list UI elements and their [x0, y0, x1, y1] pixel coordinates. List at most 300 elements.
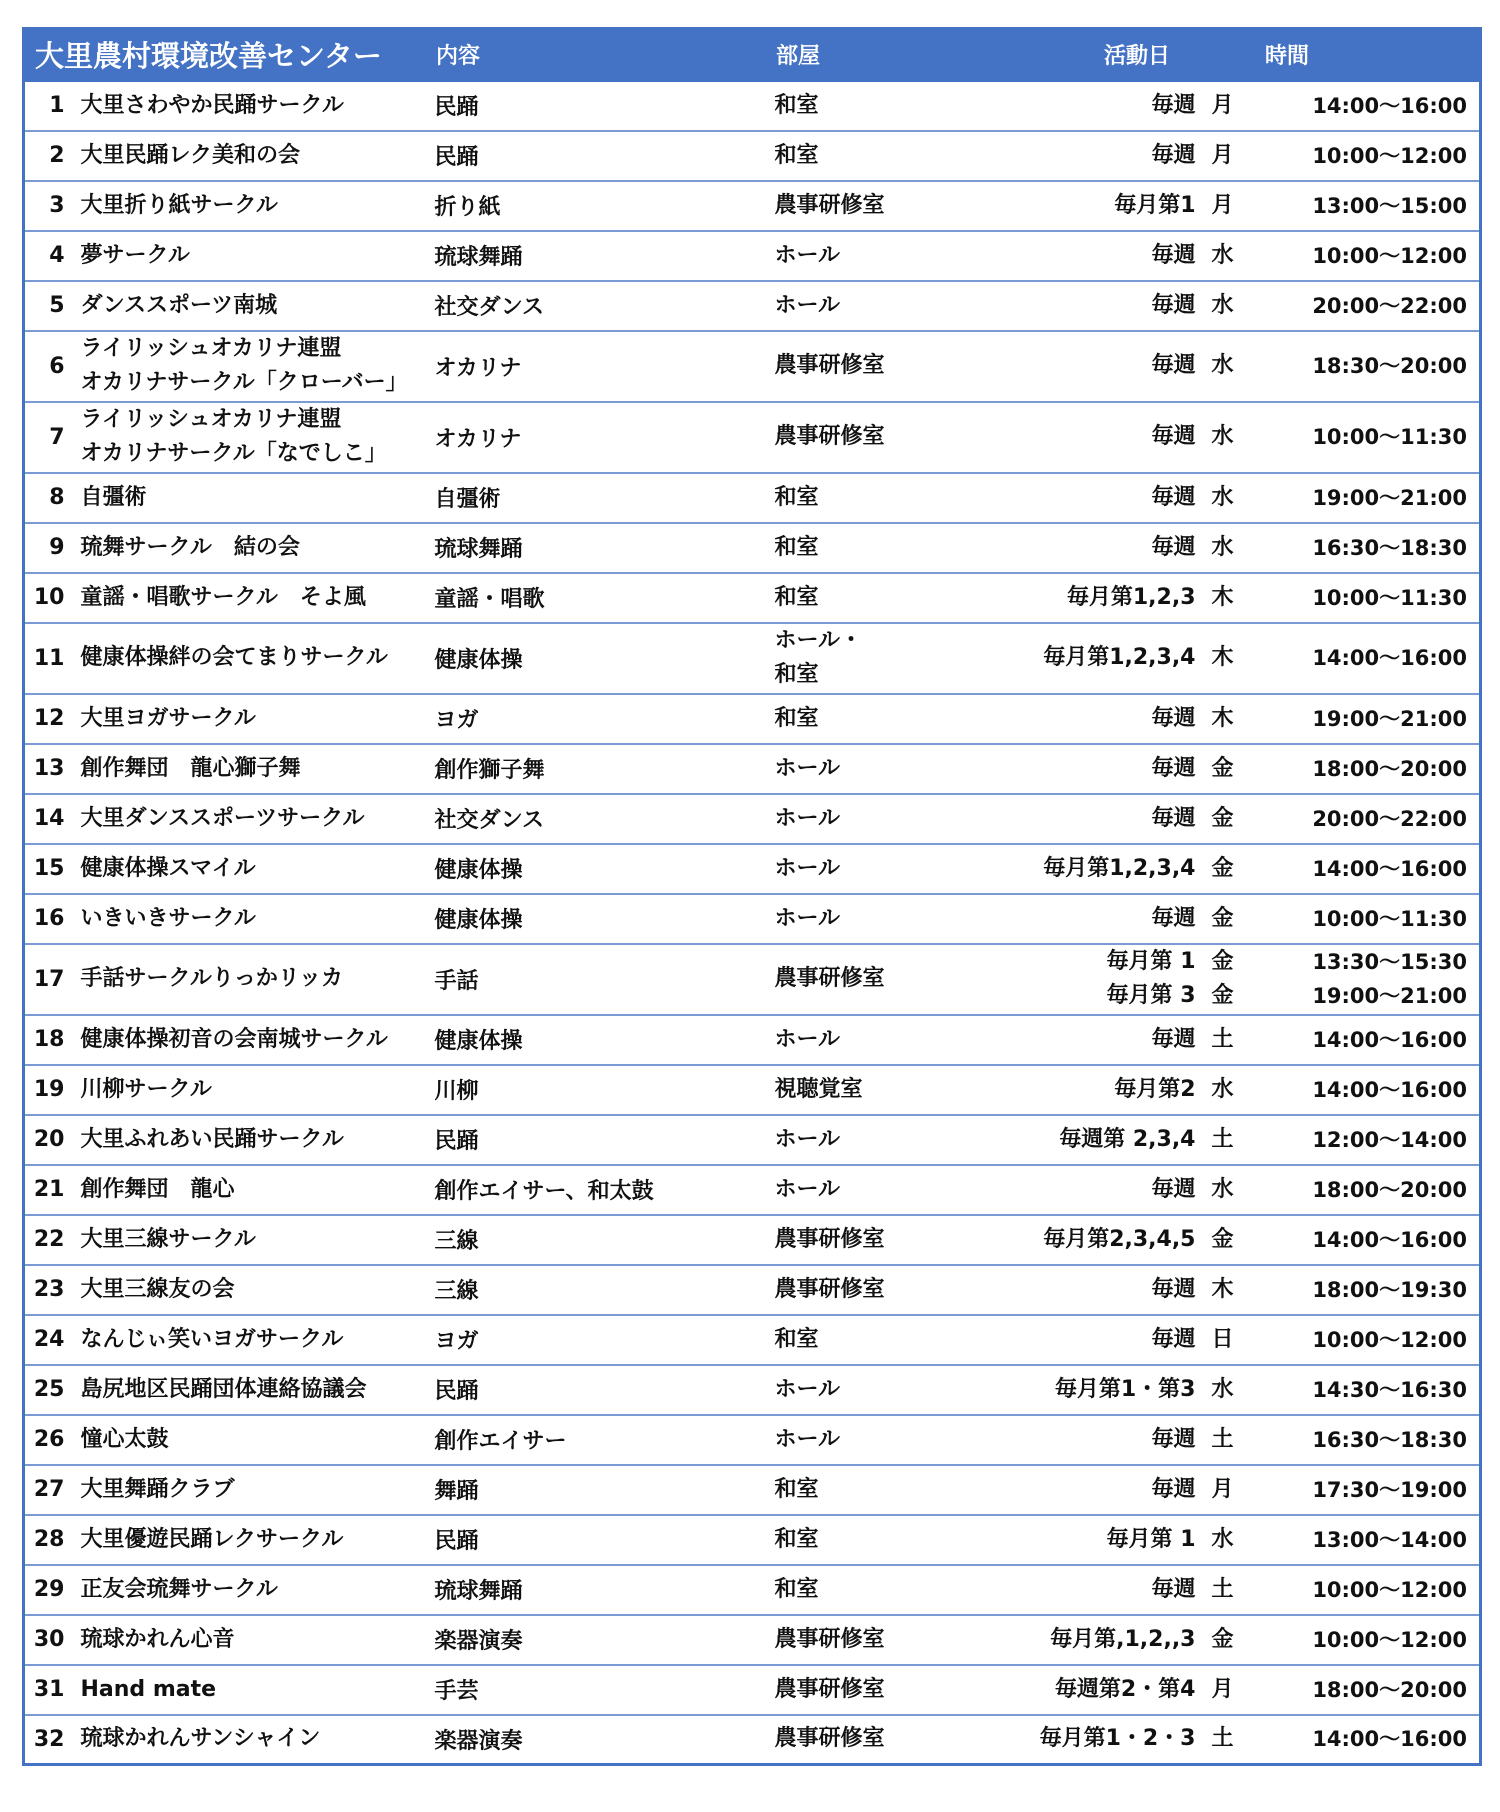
- activity-time: [1244, 894, 1481, 944]
- weekday: [1202, 744, 1244, 794]
- weekday: [1202, 623, 1244, 694]
- weekday-line: 水: [1211, 1076, 1234, 1102]
- weekday-line: 木: [1211, 645, 1234, 670]
- table-row: [24, 1015, 1481, 1065]
- weekday: [1202, 794, 1244, 844]
- activity-time-line: 10:00～12:00: [1312, 143, 1468, 168]
- weekday: [1202, 573, 1244, 623]
- activity-days-line: 毎週: [1151, 142, 1196, 168]
- group-name: [79, 473, 427, 523]
- room-name-line: ホール: [774, 1176, 841, 1202]
- room-name: [767, 1115, 917, 1165]
- group-name-line: 大里優遊民踊レクサークル: [80, 1526, 344, 1552]
- weekday: [1202, 1665, 1244, 1715]
- room-name-line: 和室: [774, 1326, 819, 1352]
- activity-content: 琉球舞踊: [427, 231, 767, 281]
- activity-days-line: 毎週: [1151, 292, 1196, 318]
- room-name: [767, 1215, 917, 1265]
- group-name-line: 創作舞団 龍心: [80, 1176, 235, 1202]
- activity-days-line: 毎月第1・第3: [1054, 1376, 1196, 1402]
- group-name: [79, 944, 427, 1015]
- group-name: [79, 1315, 427, 1365]
- weekday-line: 金: [1211, 855, 1234, 881]
- activity-days: [917, 1065, 1202, 1115]
- room-name: [767, 1065, 917, 1115]
- activity-days-line: 毎週第2・第4: [1054, 1676, 1196, 1702]
- room-name: [767, 1615, 917, 1665]
- group-name-line: 大里三線友の会: [80, 1276, 235, 1302]
- activity-days: [917, 894, 1202, 944]
- activity-content: 三線: [427, 1265, 767, 1315]
- room-name: [767, 131, 917, 181]
- room-name-line: ホール: [774, 292, 841, 318]
- schedule-sheet: [22, 27, 1479, 1766]
- activity-content: 健康体操: [427, 623, 767, 694]
- group-name: [79, 744, 427, 794]
- table-row: [24, 231, 1481, 281]
- room-name: [767, 1715, 917, 1765]
- weekday-line: 水: [1211, 1176, 1234, 1202]
- group-name-line: 大里舞踊クラブ: [80, 1476, 235, 1502]
- weekday-line: 金: [1211, 905, 1234, 931]
- weekday-line: 木: [1211, 705, 1234, 731]
- table-row: [24, 944, 1481, 1015]
- activity-time-line: 20:00～22:00: [1312, 806, 1468, 831]
- activity-time: [1244, 131, 1481, 181]
- weekday: [1202, 402, 1244, 473]
- table-row: [24, 1315, 1481, 1365]
- group-name-line: 琉舞サークル 結の会: [80, 534, 300, 560]
- room-name-line: 和室: [774, 584, 819, 610]
- activity-content: ヨガ: [427, 694, 767, 744]
- weekday-line: 月: [1211, 192, 1234, 218]
- activity-time: [1244, 1615, 1481, 1665]
- weekday: [1202, 1315, 1244, 1365]
- activity-time: [1244, 623, 1481, 694]
- activity-content: 民踊: [427, 81, 767, 131]
- table-row: [24, 1265, 1481, 1315]
- group-name: [79, 1515, 427, 1565]
- room-name-line: 農事研修室: [774, 192, 885, 218]
- row-number: 19: [24, 1065, 79, 1115]
- weekday: [1202, 523, 1244, 573]
- table-body: [24, 81, 1481, 1765]
- activity-time-line: 19:00～21:00: [1312, 485, 1468, 510]
- activity-content: 舞踊: [427, 1465, 767, 1515]
- activity-days: [917, 1315, 1202, 1365]
- activity-time-line: 10:00～12:00: [1312, 1627, 1468, 1652]
- room-name: [767, 523, 917, 573]
- table-row: [24, 623, 1481, 694]
- group-name-line: 自彊術: [80, 484, 147, 510]
- activity-time: [1244, 1565, 1481, 1615]
- activity-days: [917, 523, 1202, 573]
- weekday: [1202, 331, 1244, 402]
- weekday: [1202, 1615, 1244, 1665]
- table-row: [24, 473, 1481, 523]
- weekday-line: 土: [1211, 1426, 1234, 1452]
- table-row: [24, 1715, 1481, 1765]
- room-name: [767, 402, 917, 473]
- group-name-line: ライリッシュオカリナ連盟: [80, 407, 342, 432]
- activity-time: [1244, 1115, 1481, 1165]
- row-number: 13: [24, 744, 79, 794]
- activity-time: [1244, 844, 1481, 894]
- weekday: [1202, 1015, 1244, 1065]
- group-name: [79, 694, 427, 744]
- activity-time: [1244, 1465, 1481, 1515]
- room-name: [767, 231, 917, 281]
- activity-content: 三線: [427, 1215, 767, 1265]
- activity-days-line: 毎週: [1151, 353, 1196, 378]
- activity-days-line: 毎月第1: [1114, 192, 1196, 218]
- weekday-line: 金: [1211, 949, 1234, 974]
- activity-time: [1244, 402, 1481, 473]
- activity-days-line: 毎週: [1151, 484, 1196, 510]
- group-name-line: Hand mate: [80, 1676, 217, 1702]
- activity-days-line: 毎週: [1151, 534, 1196, 560]
- activity-content: 健康体操: [427, 1015, 767, 1065]
- activity-time: [1244, 523, 1481, 573]
- activity-days: [917, 1465, 1202, 1515]
- group-name: [79, 181, 427, 231]
- header-facility-title: 大里農村環境改善センター: [24, 29, 427, 81]
- group-name: [79, 402, 427, 473]
- group-name-line: 島尻地区民踊団体連絡協議会: [80, 1376, 367, 1402]
- activity-days: [917, 844, 1202, 894]
- activity-time-line: 14:00～16:00: [1312, 646, 1468, 670]
- room-name: [767, 794, 917, 844]
- group-name: [79, 231, 427, 281]
- room-name-line: 農事研修室: [774, 1726, 885, 1752]
- room-name: [767, 844, 917, 894]
- group-name: [79, 1465, 427, 1515]
- row-number: 3: [24, 181, 79, 231]
- weekday-line: 月: [1211, 92, 1234, 118]
- table-header-row: [24, 29, 1481, 81]
- room-name-line: 農事研修室: [774, 1276, 885, 1302]
- activity-content: 手話: [427, 944, 767, 1015]
- table-row: [24, 573, 1481, 623]
- activity-content: 琉球舞踊: [427, 1565, 767, 1615]
- row-number: 9: [24, 523, 79, 573]
- activity-time-line: 19:00～21:00: [1312, 984, 1468, 1008]
- row-number: 28: [24, 1515, 79, 1565]
- room-name-line: 和室: [774, 92, 819, 118]
- activity-time-line: 18:00～19:30: [1312, 1277, 1468, 1302]
- table-row: [24, 331, 1481, 402]
- weekday-line: 土: [1211, 1126, 1234, 1152]
- activity-time-line: 14:00～16:00: [1312, 1077, 1468, 1102]
- activity-time-line: 13:00～15:00: [1312, 193, 1468, 218]
- activity-days-line: 毎週: [1151, 92, 1196, 118]
- activity-days-line: 毎週: [1151, 1026, 1196, 1052]
- activity-time-line: 13:30～15:30: [1312, 950, 1468, 974]
- table-row: [24, 131, 1481, 181]
- header-content: 内容: [427, 29, 767, 81]
- activity-days: [917, 1715, 1202, 1765]
- weekday: [1202, 1165, 1244, 1215]
- table-row: [24, 694, 1481, 744]
- room-name-line: 農事研修室: [774, 1226, 885, 1252]
- activity-days: [917, 1565, 1202, 1615]
- activity-content: 民踊: [427, 1515, 767, 1565]
- activity-time-line: 16:30～18:30: [1312, 535, 1468, 560]
- room-name: [767, 1015, 917, 1065]
- room-name: [767, 944, 917, 1015]
- weekday: [1202, 944, 1244, 1015]
- room-name-line: 和室: [774, 1476, 819, 1502]
- activity-time: [1244, 794, 1481, 844]
- activity-days: [917, 331, 1202, 402]
- weekday-line: 月: [1211, 142, 1234, 168]
- activity-time: [1244, 694, 1481, 744]
- group-name: [79, 573, 427, 623]
- row-number: 7: [24, 402, 79, 473]
- group-name: [79, 281, 427, 331]
- row-number: 1: [24, 81, 79, 131]
- table-row: [24, 1365, 1481, 1415]
- activity-days: [917, 473, 1202, 523]
- row-number: 15: [24, 844, 79, 894]
- activity-days-line: 毎週: [1151, 1426, 1196, 1452]
- weekday: [1202, 1115, 1244, 1165]
- activity-content: 健康体操: [427, 894, 767, 944]
- group-name-line: いきいきサークル: [80, 905, 256, 931]
- room-name: [767, 1315, 917, 1365]
- activity-days: [917, 281, 1202, 331]
- activity-time-line: 10:00～11:30: [1312, 906, 1468, 931]
- table-row: [24, 1615, 1481, 1665]
- activity-time-line: 10:00～11:30: [1312, 425, 1468, 449]
- room-name-line: ホール: [774, 242, 841, 268]
- group-name-line: 大里民踊レク美和の会: [80, 142, 301, 168]
- activity-time: [1244, 473, 1481, 523]
- header-days: 活動日: [917, 29, 1244, 81]
- room-name-line: ホール: [774, 1426, 841, 1452]
- table-row: [24, 402, 1481, 473]
- group-name: [79, 81, 427, 131]
- group-name-line: 正友会琉舞サークル: [80, 1576, 278, 1602]
- weekday-line: 木: [1211, 584, 1234, 610]
- activity-content: 創作獅子舞: [427, 744, 767, 794]
- activity-content: ヨガ: [427, 1315, 767, 1365]
- activity-days: [917, 402, 1202, 473]
- activity-time-line: 14:00～16:00: [1312, 856, 1468, 881]
- room-name-line: 和室: [774, 662, 819, 687]
- weekday-line: 水: [1211, 292, 1234, 318]
- weekday: [1202, 1415, 1244, 1465]
- room-name-line: ホール: [774, 805, 841, 831]
- room-name: [767, 473, 917, 523]
- table-row: [24, 1665, 1481, 1715]
- group-name-line: 健康体操スマイル: [80, 855, 256, 881]
- activity-days-line: 毎月第2,3,4,5: [1043, 1226, 1196, 1252]
- group-name-line: 童謡・唱歌サークル そよ風: [80, 584, 366, 610]
- activity-time-line: 14:00～16:00: [1312, 1727, 1468, 1752]
- room-name-line: ホール: [774, 755, 841, 781]
- activity-content: オカリナ: [427, 331, 767, 402]
- activity-time: [1244, 1515, 1481, 1565]
- group-name-line: オカリナサークル「クローバー」: [80, 370, 408, 395]
- activity-content: 童謡・唱歌: [427, 573, 767, 623]
- activity-time: [1244, 1215, 1481, 1265]
- group-name: [79, 1565, 427, 1615]
- group-name-line: 大里ダンススポーツサークル: [80, 805, 365, 831]
- room-name: [767, 1665, 917, 1715]
- activity-content: 折り紙: [427, 181, 767, 231]
- group-name: [79, 523, 427, 573]
- activity-content: 社交ダンス: [427, 281, 767, 331]
- activity-time: [1244, 1715, 1481, 1765]
- activity-content: 創作エイサー: [427, 1415, 767, 1465]
- activity-time: [1244, 181, 1481, 231]
- group-name-line: オカリナサークル「なでしこ」: [80, 441, 387, 466]
- activity-content: 自彊術: [427, 473, 767, 523]
- activity-days-line: 毎月第 3: [1106, 983, 1196, 1008]
- activity-days-line: 毎週: [1151, 424, 1196, 449]
- table-row: [24, 1565, 1481, 1615]
- activity-days: [917, 131, 1202, 181]
- activity-time: [1244, 1415, 1481, 1465]
- activity-time-line: 18:00～20:00: [1312, 1177, 1468, 1202]
- room-name-line: 和室: [774, 1526, 819, 1552]
- activity-days: [917, 1115, 1202, 1165]
- room-name-line: 和室: [774, 705, 819, 731]
- weekday-line: 土: [1211, 1026, 1234, 1052]
- weekday: [1202, 1565, 1244, 1615]
- row-number: 4: [24, 231, 79, 281]
- activity-time-line: 18:00～20:00: [1312, 756, 1468, 781]
- activity-content: 手芸: [427, 1665, 767, 1715]
- activity-days-line: 毎週: [1151, 755, 1196, 781]
- row-number: 5: [24, 281, 79, 331]
- activity-days: [917, 81, 1202, 131]
- activity-time: [1244, 1665, 1481, 1715]
- table-row: [24, 181, 1481, 231]
- activity-time-line: 10:00～12:00: [1312, 1327, 1468, 1352]
- room-name-line: ホール: [774, 855, 841, 881]
- row-number: 6: [24, 331, 79, 402]
- group-name: [79, 1115, 427, 1165]
- activity-time: [1244, 1165, 1481, 1215]
- group-name-line: ライリッシュオカリナ連盟: [80, 336, 342, 361]
- activity-time-line: 20:00～22:00: [1312, 293, 1468, 318]
- row-number: 27: [24, 1465, 79, 1515]
- weekday-line: 土: [1211, 1726, 1234, 1752]
- row-number: 24: [24, 1315, 79, 1365]
- room-name-line: 農事研修室: [774, 1676, 885, 1702]
- group-name: [79, 794, 427, 844]
- room-name-line: ホール: [774, 1376, 841, 1402]
- group-name-line: 大里さわやか民踊サークル: [80, 92, 344, 118]
- room-name-line: ホール・: [774, 628, 863, 653]
- weekday: [1202, 1365, 1244, 1415]
- activity-days-line: 毎週: [1151, 805, 1196, 831]
- activity-days-line: 毎週: [1151, 905, 1196, 931]
- row-number: 18: [24, 1015, 79, 1065]
- group-name: [79, 1215, 427, 1265]
- weekday: [1202, 1715, 1244, 1765]
- room-name: [767, 894, 917, 944]
- group-name-line: 手話サークルりっかリッカ: [80, 966, 343, 991]
- weekday: [1202, 844, 1244, 894]
- activity-time: [1244, 331, 1481, 402]
- room-name: [767, 694, 917, 744]
- activity-days: [917, 1265, 1202, 1315]
- weekday-line: 金: [1211, 1626, 1234, 1652]
- activity-time: [1244, 744, 1481, 794]
- room-name-line: 農事研修室: [774, 353, 885, 378]
- weekday: [1202, 894, 1244, 944]
- activity-time-line: 10:00～12:00: [1312, 243, 1468, 268]
- weekday: [1202, 694, 1244, 744]
- row-number: 17: [24, 944, 79, 1015]
- group-name: [79, 1265, 427, 1315]
- room-name: [767, 623, 917, 694]
- activity-time: [1244, 1015, 1481, 1065]
- activity-content: 楽器演奏: [427, 1715, 767, 1765]
- activity-days-line: 毎週: [1151, 242, 1196, 268]
- group-name: [79, 1715, 427, 1765]
- activity-time-line: 14:00～16:00: [1312, 93, 1468, 118]
- activity-time-line: 14:00～16:00: [1312, 1027, 1468, 1052]
- table-row: [24, 1465, 1481, 1515]
- weekday: [1202, 1465, 1244, 1515]
- table-row: [24, 844, 1481, 894]
- group-name: [79, 331, 427, 402]
- row-number: 30: [24, 1615, 79, 1665]
- weekday-line: 金: [1211, 1226, 1234, 1252]
- activity-days-line: 毎月第1,2,3,4: [1043, 855, 1196, 881]
- table-row: [24, 1065, 1481, 1115]
- group-name-line: 大里折り紙サークル: [80, 192, 278, 218]
- activity-days: [917, 1365, 1202, 1415]
- activity-time: [1244, 1265, 1481, 1315]
- table-row: [24, 1415, 1481, 1465]
- row-number: 32: [24, 1715, 79, 1765]
- activity-time-line: 17:30～19:00: [1312, 1477, 1468, 1502]
- weekday-line: 土: [1211, 1576, 1234, 1602]
- weekday: [1202, 231, 1244, 281]
- row-number: 25: [24, 1365, 79, 1415]
- room-name: [767, 181, 917, 231]
- table-row: [24, 1215, 1481, 1265]
- group-name-line: 創作舞団 龍心獅子舞: [80, 755, 301, 781]
- row-number: 2: [24, 131, 79, 181]
- room-name-line: 和室: [774, 484, 819, 510]
- room-name: [767, 1465, 917, 1515]
- row-number: 10: [24, 573, 79, 623]
- activity-time-line: 10:00～12:00: [1312, 1577, 1468, 1602]
- activity-days-line: 毎月第,1,2,,3: [1050, 1626, 1196, 1652]
- group-name-line: 夢サークル: [80, 242, 190, 268]
- activity-time: [1244, 573, 1481, 623]
- table-row: [24, 894, 1481, 944]
- group-name-line: 憧心太鼓: [80, 1426, 169, 1452]
- room-name: [767, 281, 917, 331]
- activity-days-line: 毎週: [1151, 1576, 1196, 1602]
- weekday-line: 月: [1211, 1476, 1234, 1502]
- group-name: [79, 1415, 427, 1465]
- room-name: [767, 573, 917, 623]
- activity-time-line: 14:30～16:30: [1312, 1377, 1468, 1402]
- activity-content: 民踊: [427, 131, 767, 181]
- group-name: [79, 1615, 427, 1665]
- group-name: [79, 1365, 427, 1415]
- activity-time: [1244, 81, 1481, 131]
- weekday-line: 水: [1211, 424, 1234, 449]
